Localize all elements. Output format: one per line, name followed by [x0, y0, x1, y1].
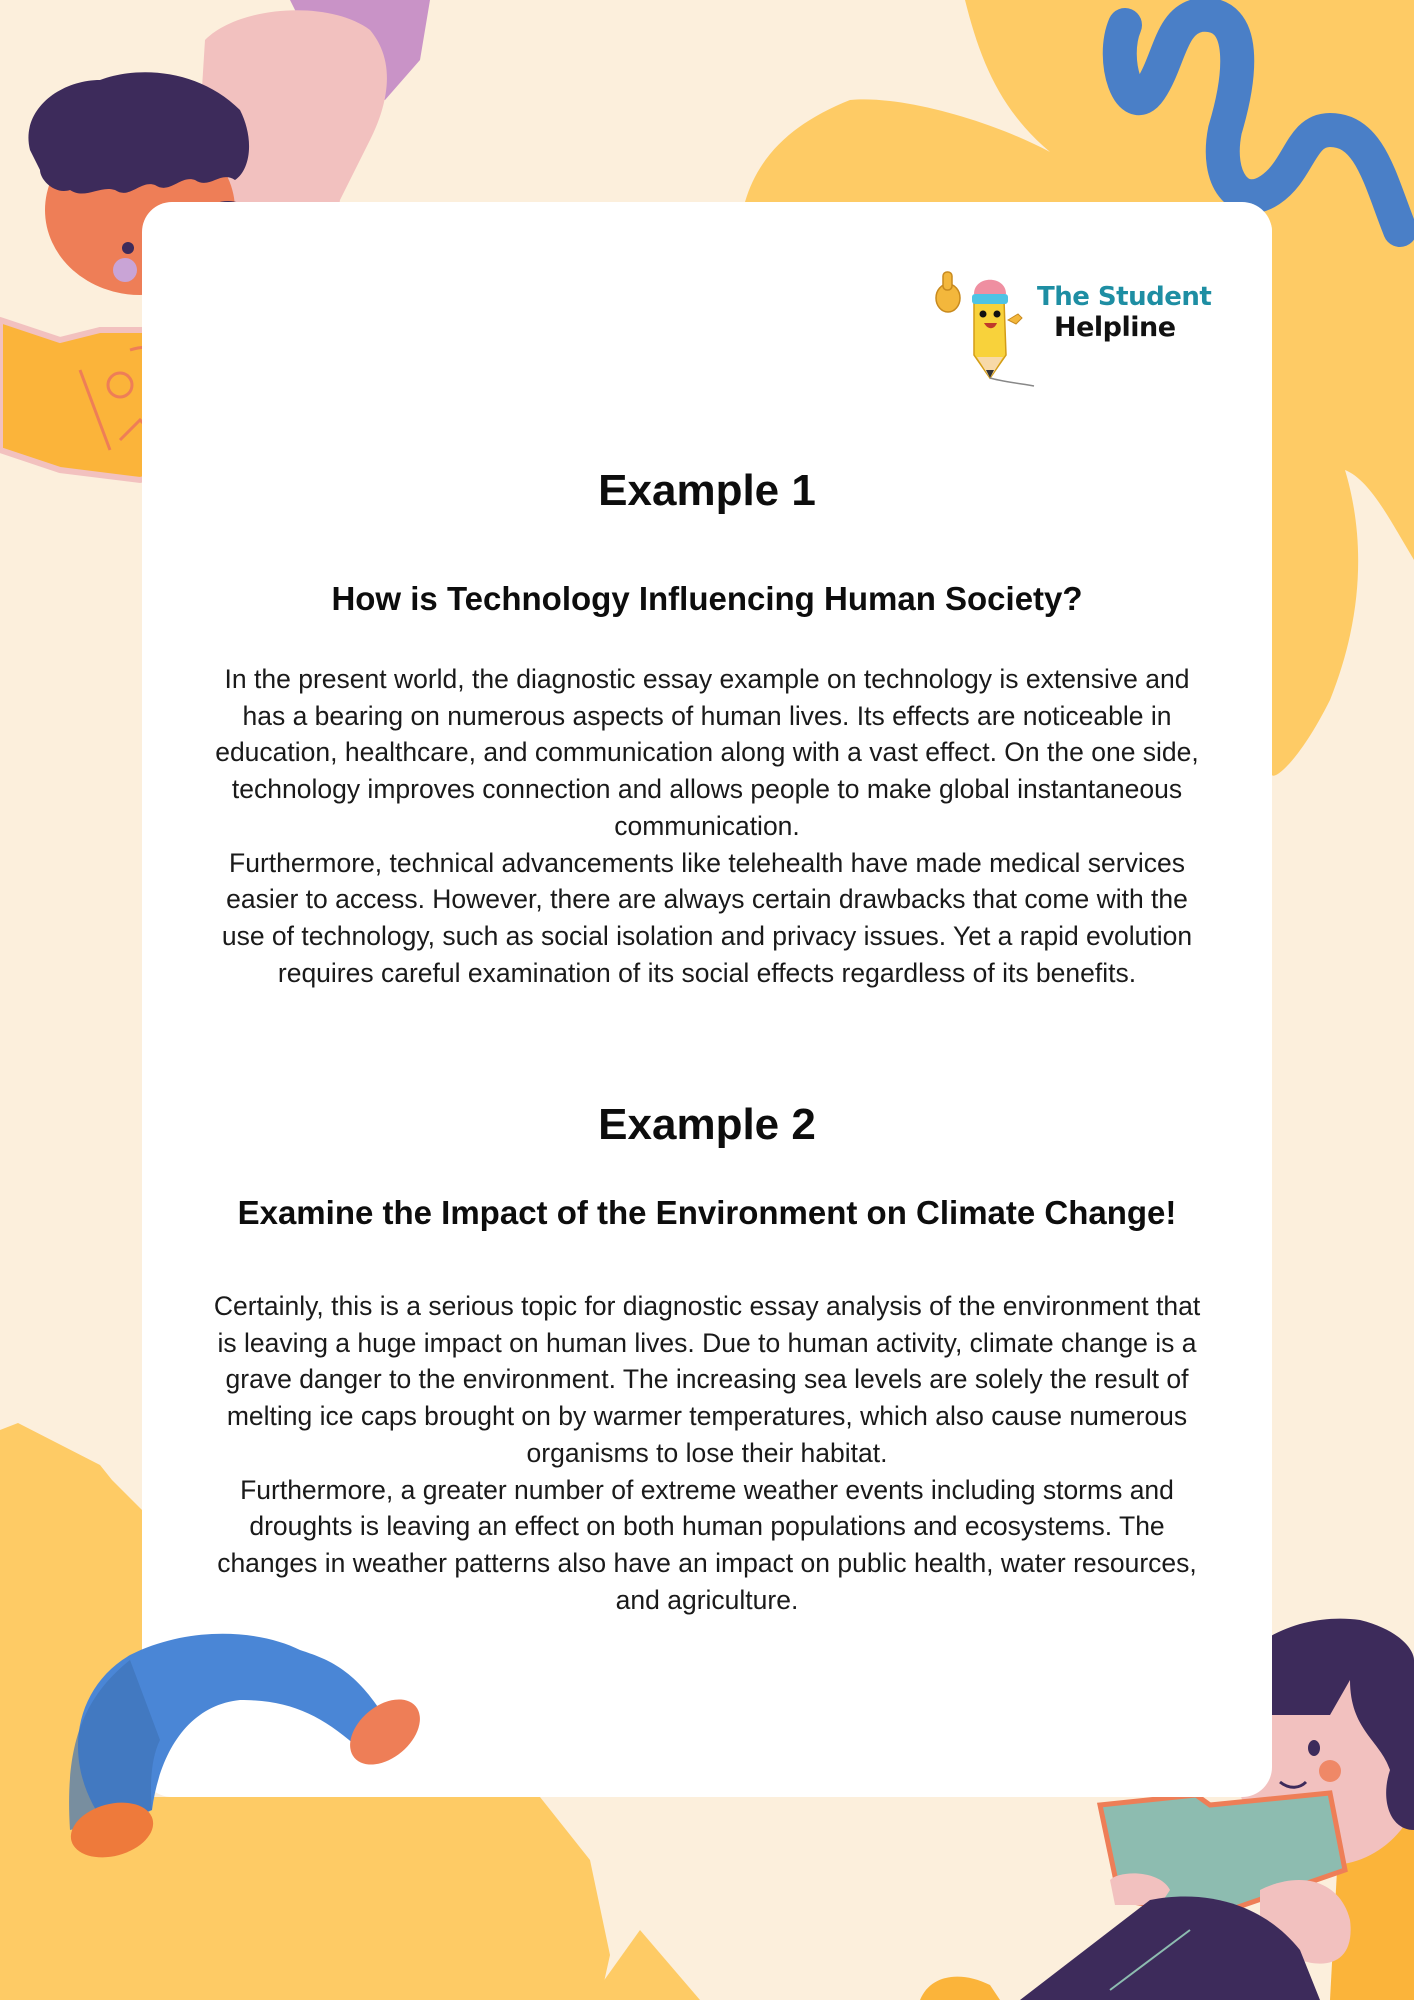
example-2-title: Example 2 [598, 1100, 816, 1149]
example-2-line: and agriculture. [615, 1584, 799, 1615]
example-2-line: is leaving a huge impact on human lives. Due to human activity, climate change is a [217, 1327, 1197, 1358]
example-1-line: requires careful examination of its social effects regardless of its benefits. [277, 957, 1137, 988]
example-1-title: Example 1 [598, 466, 816, 515]
example-1-line: easier to access. However, there are always certain drawbacks that come with the [226, 884, 1188, 915]
example-1-line: use of technology, such as social isolation and privacy issues. Yet a rapid evolution [221, 920, 1193, 951]
example-1-line: In the present world, the diagnostic essay example on technology is extensive and [224, 664, 1190, 694]
example-1-line: Furthermore, technical advancements like telehealth have made medical services [229, 847, 1185, 878]
example-2-line: Furthermore, a greater number of extreme weather events including storms and [240, 1474, 1174, 1505]
content-card [142, 202, 1272, 1797]
logo-text-brand-top: The Student [1037, 282, 1212, 312]
example-2-line: melting ice caps brought on by warmer temperatures, which also cause numerous [226, 1401, 1188, 1432]
example-2-line: changes in weather patterns also have an impact on public health, water resources, [217, 1547, 1197, 1578]
example-2-body [162, 1288, 1252, 1618]
example-1-line: communication. [614, 810, 800, 841]
example-2-line: droughts is leaving an effect on both human populations and ecosystems. The [249, 1511, 1165, 1542]
example-1-line: technology improves connection and allows people to make global instantaneous [231, 774, 1183, 805]
example-2-subtitle: Examine the Impact of the Environment on Climate Change! [237, 1194, 1177, 1231]
example-1-line: education, healthcare, and communication along with a vast effect. On the one side, [215, 737, 1199, 768]
logo-text-brand-bottom: Helpline [1054, 312, 1176, 343]
example-2-line: organisms to lose their habitat. [526, 1437, 888, 1468]
example-1-body [162, 661, 1252, 991]
example-2-line: Certainly, this is a serious topic for diagnostic essay analysis of the environment that [213, 1291, 1201, 1321]
example-1-line: has a bearing on numerous aspects of human lives. Its effects are noticeable in [242, 700, 1172, 731]
example-2-line: grave danger to the environment. The increasing sea levels are solely the result of [225, 1364, 1189, 1395]
example-1-subtitle: How is Technology Influencing Human Society? [331, 580, 1083, 617]
